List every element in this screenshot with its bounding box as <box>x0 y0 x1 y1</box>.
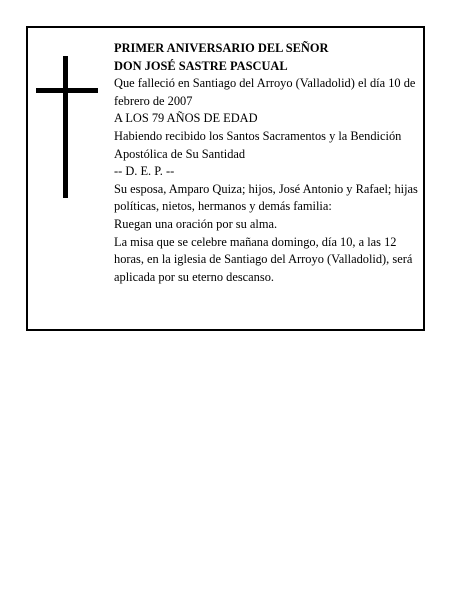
sacraments-line: Habiendo recibido los Santos Sacramentos y la Bendición Apostólica de Su Santidad <box>114 128 402 161</box>
cross-horizontal-bar <box>36 88 98 93</box>
mass-info-line: La misa que se celebre mañana domingo, día 10, a las 12 horas, en la iglesia de Santiago del Arroyo (Valladolid), será aplicada por su eterno descanso. <box>114 234 413 284</box>
cross-icon <box>36 56 98 198</box>
death-info: Que falleció en Santiago del Arroyo (Valladolid) el día 10 de febrero de 2007 <box>114 76 416 108</box>
age-line: A LOS 79 AÑOS DE EDAD <box>114 111 258 126</box>
family-line: Su esposa, Amparo Quiza; hijos, José Antonio y Rafael; hijas políticas, nietos, hermanos y demás familia: <box>114 181 418 214</box>
cross-vertical-bar <box>63 56 68 198</box>
obituary-notice <box>26 26 425 331</box>
rip-line: -- D. E. P. -- <box>114 164 175 179</box>
notice-title-line2: DON JOSÉ SASTRE PASCUAL <box>114 58 288 73</box>
notice-text <box>114 40 422 286</box>
notice-title-line1: PRIMER ANIVERSARIO DEL SEÑOR <box>114 41 329 55</box>
prayer-request-line: Ruegan una oración por su alma. <box>114 216 278 231</box>
